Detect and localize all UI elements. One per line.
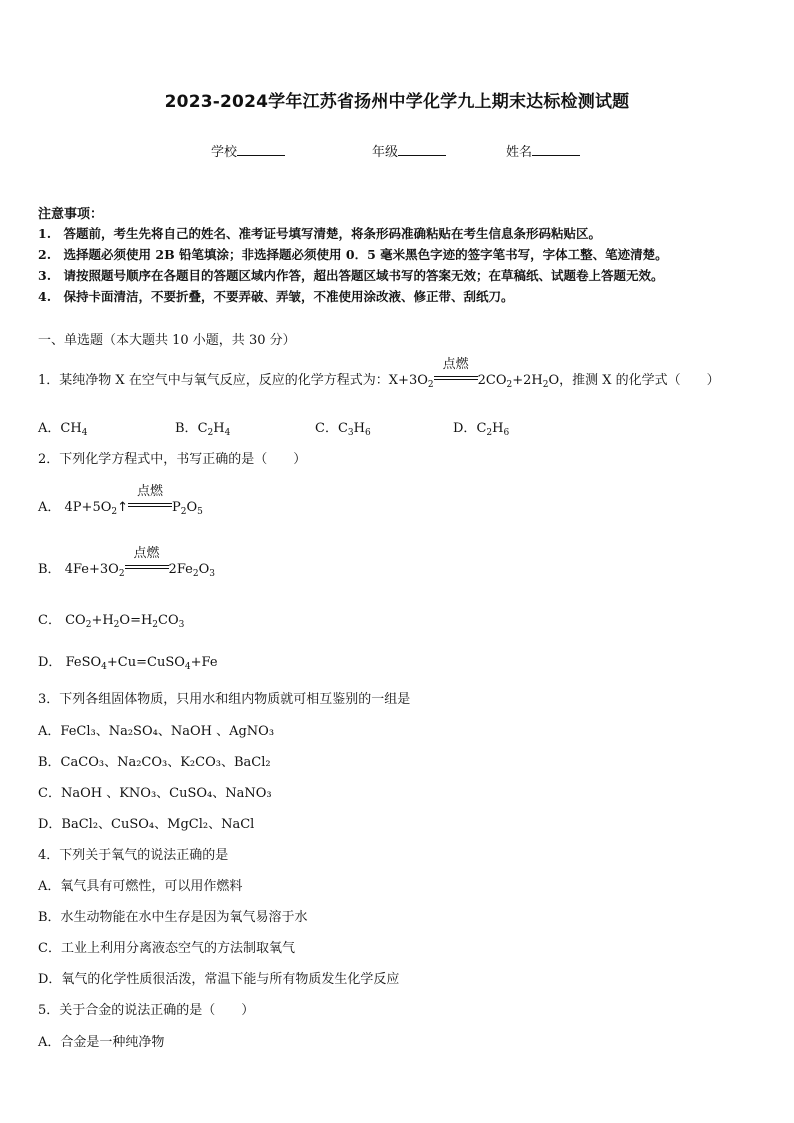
option-a[interactable]: A．$CH_4$ [38, 421, 88, 438]
option-a[interactable]: A．FeCl₃、Na₂SO₄、NaOH 、AgNO₃ [38, 724, 275, 739]
question-1-stem: 1．某纯净物 X 在空气中与氧气反应，反应的化学方程式为：$X+3O_2$ 点燃 $2CO_2+2H_2O$，推测 X 的化学式（ ） [38, 357, 720, 390]
notes-heading: 注意事项： [38, 207, 104, 222]
grade-label: 年级 [372, 145, 399, 160]
school-blank[interactable] [237, 143, 285, 156]
option-c[interactable]: C． $CO_2+H_2O=H_2CO_3$ [38, 613, 185, 630]
option-a[interactable]: A．合金是一种纯净物 [38, 1035, 165, 1050]
note-item: 4. 保持卡面清洁，不要折叠，不要弄破、弄皱，不准使用涂改液、修正带、刮纸刀。 [38, 289, 514, 304]
question-2-stem: 2．下列化学方程式中，书写正确的是（ ） [38, 452, 307, 467]
note-item: 2. 选择题必须使用 2B 铅笔填涂；非选择题必须使用 0．5 毫米黑色字迹的签字笔书写，字体工整、笔迹清楚。 [38, 247, 668, 262]
name-label: 姓名 [506, 145, 533, 160]
section-heading: 一、单选题（本大题共 10 小题，共 30 分） [38, 333, 296, 348]
option-d[interactable]: D． FeSO$_4$+Cu=CuSO$_4$+Fe [38, 655, 218, 672]
option-d[interactable]: D．BaCl₂、CuSO₄、MgCl₂、NaCl [38, 817, 255, 832]
school-label: 学校 [211, 145, 238, 160]
option-b[interactable]: B． $4Fe+3O_2$ 点燃 $2Fe_2O_3$ [38, 546, 215, 579]
reaction-condition: 点燃 [128, 497, 172, 511]
option-d[interactable]: D．$C_2H_6$ [453, 421, 510, 438]
reaction-condition: 点燃 [125, 559, 169, 573]
option-c[interactable]: C．NaOH 、KNO₃、CuSO₄、NaNO₃ [38, 786, 272, 801]
reaction-condition: 点燃 [434, 370, 478, 384]
option-d[interactable]: D．氧气的化学性质很活泼，常温下能与所有物质发生化学反应 [38, 972, 400, 987]
name-blank[interactable] [532, 143, 580, 156]
note-item: 1. 答题前，考生先将自己的姓名、准考证号填写清楚，将条形码准确粘贴在考生信息条形码粘贴区。 [38, 226, 602, 241]
school-field[interactable] [211, 141, 285, 160]
question-3-stem: 3．下列各组固体物质，只用水和组内物质就可相互鉴别的一组是 [38, 692, 411, 707]
name-field[interactable] [506, 141, 580, 160]
option-b[interactable]: B．$C_2H_4$ [175, 421, 231, 438]
grade-blank[interactable] [398, 143, 446, 156]
gas-arrow-icon: ↑ [117, 500, 129, 515]
option-c[interactable]: C．工业上利用分离液态空气的方法制取氧气 [38, 941, 295, 956]
question-5-stem: 5．关于合金的说法正确的是（ ） [38, 1003, 255, 1018]
option-a[interactable]: A．氧气具有可燃性，可以用作燃料 [38, 879, 243, 894]
question-4-stem: 4．下列关于氧气的说法正确的是 [38, 848, 229, 863]
note-item: 3. 请按照题号顺序在各题目的答题区域内作答，超出答题区域书写的答案无效；在草稿纸、试题卷上答题无效。 [38, 268, 664, 283]
page-title: 2023-2024学年江苏省扬州中学化学九上期末达标检测试题 [164, 92, 630, 112]
option-b[interactable]: B．CaCO₃、Na₂CO₃、K₂CO₃、BaCl₂ [38, 755, 271, 770]
option-a[interactable]: A． $4P+5O_2↑$ 点燃 $P_2O_5$ [38, 484, 203, 517]
option-b[interactable]: B．水生动物能在水中生存是因为氧气易溶于水 [38, 910, 308, 925]
option-c[interactable]: C．$C_3H_6$ [315, 421, 371, 438]
grade-field[interactable] [372, 141, 446, 160]
